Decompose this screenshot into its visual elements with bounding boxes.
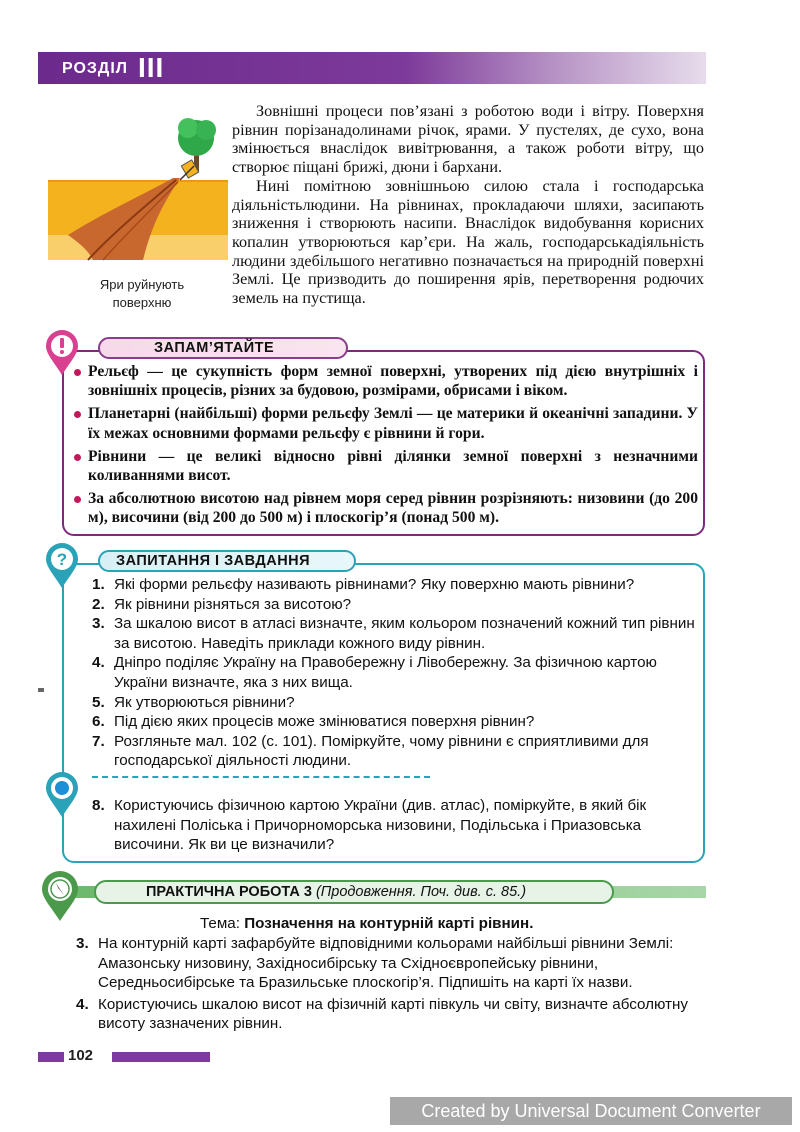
practical-text: Користуючись шкалою висот на фізичній карті півкуль чи світу, визначте абсолютну висоту зазначених рівнин. bbox=[98, 995, 688, 1033]
remember-item: Рівнини — це великі відносно рівні ділянки земної поверхні з незначними коливаннями висот. bbox=[76, 447, 698, 486]
page-number: 102 bbox=[68, 1047, 94, 1064]
watermark: Created by Universal Document Converter bbox=[390, 1097, 792, 1125]
question-number: 3. bbox=[92, 615, 105, 633]
margin-mark bbox=[38, 688, 44, 692]
question-number: 1. bbox=[92, 576, 105, 593]
caption-line-2: поверхню bbox=[112, 295, 172, 310]
question-number: 4. bbox=[92, 654, 105, 672]
question-number: 5. bbox=[92, 693, 105, 711]
question-number: 2. bbox=[92, 595, 105, 613]
topic-label: Тема: bbox=[200, 915, 240, 932]
question-number: 7. bbox=[92, 732, 105, 750]
questions-title: ЗАПИТАННЯ І ЗАВДАННЯ bbox=[98, 550, 356, 572]
remember-title: ЗАПАМ’ЯТАЙТЕ bbox=[98, 337, 348, 359]
question-item bbox=[92, 693, 698, 713]
footer-bar-right bbox=[112, 1052, 210, 1062]
question-text: Під дією яких процесів може змінюватися поверхня рівнин? bbox=[114, 713, 535, 731]
svg-text:?: ? bbox=[56, 550, 68, 569]
ravine-illustration bbox=[48, 110, 228, 270]
intro-paragraph: Зовнішні процеси пов’язані з роботою води і вітру. Поверхня рівнин порізанадолинами річок, ярами. У пустелях, де сухо, вона змінюється внаслідок вивітрювання, а також роботи вітру, що створює піщані брижі, дюни і бархани. bbox=[232, 102, 704, 177]
question-text: Дніпро поділяє Україну на Правобережну і Лівобережну. За фізичною картою України визначте, яка з них вища. bbox=[114, 654, 657, 691]
question-item bbox=[92, 595, 698, 615]
chapter-header-bar bbox=[38, 52, 706, 84]
intro-text bbox=[232, 102, 704, 308]
practical-number: 3. bbox=[76, 935, 89, 952]
question-item bbox=[92, 732, 698, 771]
questions-list-extra bbox=[92, 796, 698, 855]
intro-paragraph: Нині помітною зовнішньою силою стала і господарська діяльністьлюдини. На рівнинах, прокладаючи шляхи, засипають зниження і створюють насипи. Внаслідок видобування корисних копалин утворюються кар’єри. На жаль, господарськадіяльність людини здебільшого негативно позначається на природній поверхні Землі. Це призводить до поширення ярів, перетворення родючих земель на пустища. bbox=[232, 176, 704, 308]
topic-text: Позначення на контурній карті рівнин. bbox=[244, 915, 534, 932]
question-text: Як утворюються рівнини? bbox=[114, 693, 295, 711]
section-label: РОЗДІЛ bbox=[62, 60, 128, 77]
question-pin-icon bbox=[44, 543, 80, 589]
question-item bbox=[92, 712, 698, 732]
compass-pin-icon bbox=[40, 870, 80, 922]
remember-item: За абсолютною висотою над рівнем моря серед рівнин розрізняють: низовини (до 200 м), височини (від 200 до 500 м) і плоскогір’я (понад 500 м). bbox=[76, 489, 698, 528]
question-item bbox=[92, 796, 698, 855]
illustration-caption bbox=[62, 276, 222, 312]
question-item bbox=[92, 614, 698, 653]
practical-item bbox=[76, 995, 696, 1034]
practical-text: На контурній карті зафарбуйте відповідними кольорами найбільші рівнини Землі: Амазонську низовину, Західносибірську та Східноєвропейську рівнини, Середньосибірське та Бразильське плоскогір’я. Підпишіть на карті їх назви. bbox=[98, 935, 674, 992]
question-text: Як рівнини різняться за висотою? bbox=[114, 595, 352, 613]
caption-line-1: Яри руйнують bbox=[99, 277, 185, 292]
dot-pin-icon bbox=[44, 772, 80, 818]
question-number: 6. bbox=[92, 713, 105, 731]
footer-bar-left bbox=[38, 1052, 64, 1062]
question-text: Розгляньте мал. 102 (с. 101). Поміркуйте, чому рівнини є сприятливими для господарської діяльності людини. bbox=[114, 732, 649, 770]
practical-title: ПРАКТИЧНА РОБОТА 3 bbox=[146, 884, 312, 900]
remember-list bbox=[76, 362, 698, 531]
practical-title-tab bbox=[94, 880, 614, 904]
question-item bbox=[92, 575, 698, 595]
question-text: Користуючись фізичною картою України (див. атлас), поміркуйте, в який бік нахилені Поліська і Причорноморська низовини, Подільська і Приазовська височини. Як ви це визначили? bbox=[114, 797, 647, 854]
practical-number: 4. bbox=[76, 995, 89, 1013]
question-text: Які форми рельєфу називають рівнинами? Яку поверхню мають рівнини? bbox=[114, 576, 635, 593]
practical-item bbox=[76, 934, 696, 993]
practical-continuation: (Продовження. Поч. див. с. 85.) bbox=[315, 884, 527, 900]
questions-list bbox=[92, 575, 698, 771]
section-number: III bbox=[138, 52, 165, 83]
question-number: 8. bbox=[92, 797, 105, 814]
remember-item: Планетарні (найбільші) форми рельєфу Землі — це материки й океанічні западини. У їх межах основними формами рельєфу є рівнини й гори. bbox=[76, 404, 698, 443]
remember-item: Рельєф — це сукупність форм земної поверхні, утворених під дією внутрішніх і зовнішніх процесів, різних за будовою, розмірами, обрисами і віком. bbox=[76, 362, 698, 401]
practical-topic bbox=[200, 914, 620, 934]
dashed-divider bbox=[92, 776, 430, 778]
practical-list bbox=[76, 934, 696, 1036]
question-text: За шкалою висот в атласі визначте, яким кольором позначений кожний тип рівнин за висотою. Наведіть приклади кожного виду рівнин. bbox=[114, 615, 695, 652]
question-item bbox=[92, 653, 698, 692]
